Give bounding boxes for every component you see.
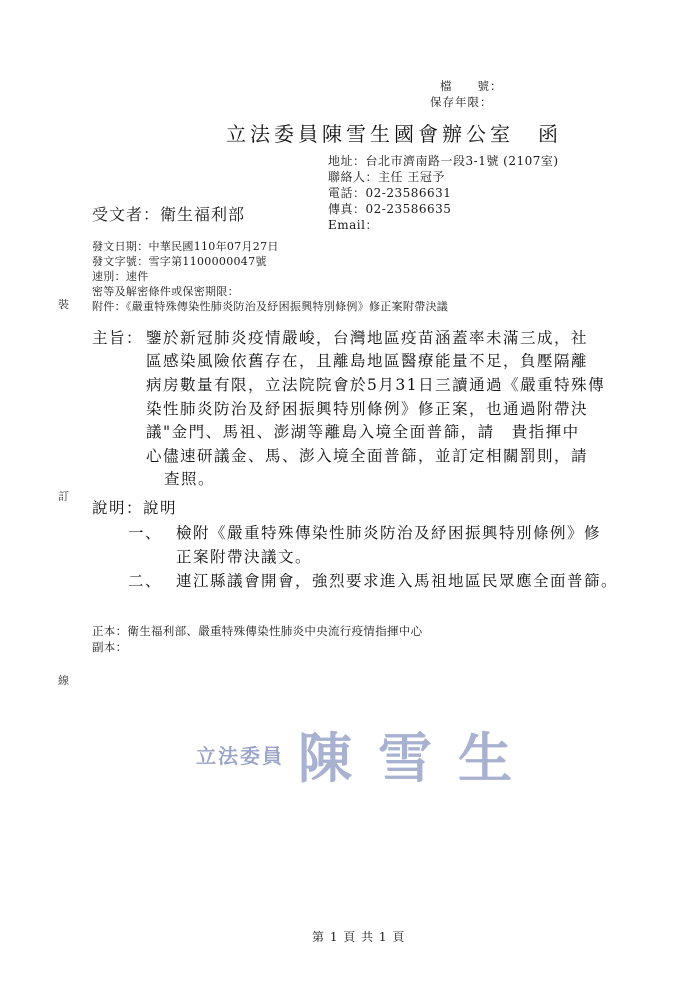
binding-mark-bottom: 線 xyxy=(58,674,69,687)
secrecy-class: 密等及解密條件或保密期限： xyxy=(92,285,239,298)
explanation-item-number: 二、 xyxy=(128,572,163,590)
explanation-line: 連江縣議會開會，強烈要求進入馬祖地區民眾應全面普篩。 xyxy=(176,572,619,590)
subject-label: 主旨： xyxy=(92,329,144,347)
subject-line: 議"金門、馬祖、澎湖等離島入境全面普篩，請 貴指揮中 xyxy=(146,423,580,441)
contact-phone: 電話：02-23586631 xyxy=(328,186,452,200)
binding-mark-top: 裝 xyxy=(58,298,69,311)
explanation-item-number: 一、 xyxy=(128,524,163,542)
document-title: 立法委員陳雪生國會辦公室 函 xyxy=(226,122,562,146)
file-number: 檔 號： xyxy=(440,79,503,93)
attachment: 附件：《嚴重特殊傳染性肺炎防治及紓困振興特別條例》修正案附帶決議 xyxy=(92,300,449,313)
seal-title: 立法委員 xyxy=(196,744,284,768)
explanation-label: 說明：說明 xyxy=(92,499,178,517)
retention-period: 保存年限： xyxy=(430,95,493,109)
seal-name: 陳雪生 xyxy=(298,727,538,790)
document-number: 發文字號：雪字第1100000047號 xyxy=(92,255,267,268)
speed-class: 速別：速件 xyxy=(92,270,149,283)
subject-line: 心儘速研議金、馬、澎入境全面普篩，並訂定相關罰則，請 xyxy=(146,447,589,465)
binding-mark-middle: 訂 xyxy=(58,490,69,503)
page-number: 第 1 頁 共 1 頁 xyxy=(312,930,406,944)
issue-date: 發文日期：中華民國110年07月27日 xyxy=(92,240,279,253)
contact-person: 聯絡人：主任 王冠予 xyxy=(328,170,445,184)
official-seal-stamp xyxy=(196,716,538,793)
contact-email: Email： xyxy=(328,218,378,232)
contact-fax: 傳真：02-23586635 xyxy=(328,202,452,216)
contact-address: 地址：台北市濟南路一段3-1號 (2107室) xyxy=(328,154,559,168)
subject-line: 病房數量有限，立法院院會於5月31日三讀通過《嚴重特殊傳 xyxy=(146,376,606,394)
subject-line: 查照。 xyxy=(164,470,216,488)
subject-line: 鑒於新冠肺炎疫情嚴峻，台灣地區疫苗涵蓋率未滿三成，社 xyxy=(146,329,589,347)
subject-line: 染性肺炎防治及紓困振興特別條例》修正案，也通過附帶決 xyxy=(146,400,589,418)
main-recipients: 正本：衛生福利部、嚴重特殊傳染性肺炎中央流行疫情指揮中心 xyxy=(92,624,423,638)
explanation-line: 檢附《嚴重特殊傳染性肺炎防治及紓困振興特別條例》修 xyxy=(176,524,602,542)
explanation-line: 正案附帶決議文。 xyxy=(176,548,313,566)
subject-line: 區感染風險依舊存在，且離島地區醫療能量不足，負壓隔離 xyxy=(146,352,589,370)
recipient: 受文者：衛生福利部 xyxy=(92,205,246,224)
copy-recipients: 副本： xyxy=(92,640,128,654)
